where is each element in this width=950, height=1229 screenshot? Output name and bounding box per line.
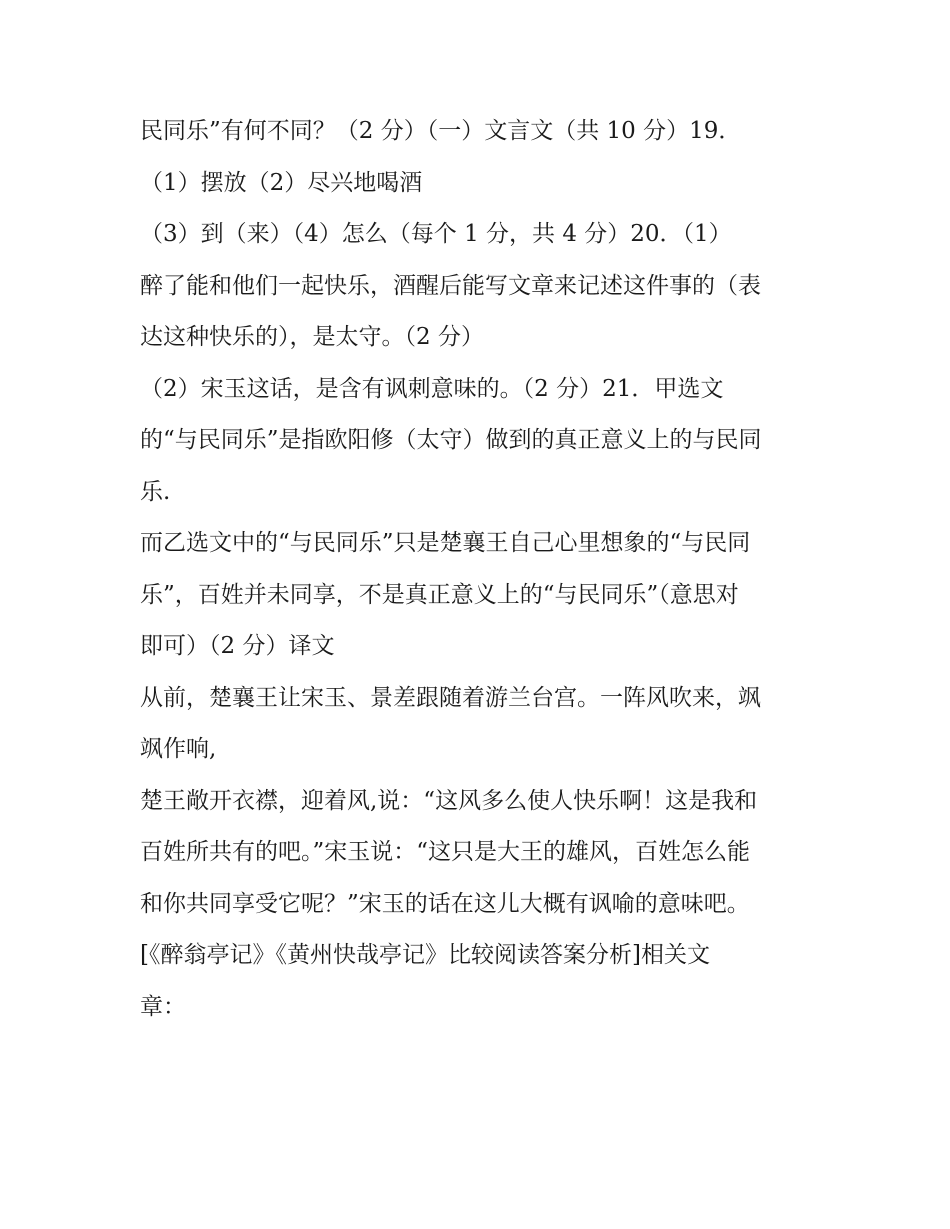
text-line-14: 楚王敞开衣襟，迎着风,说：“这风多么使人快乐啊！这是我和: [140, 787, 758, 814]
text-line-18: 章：: [140, 993, 186, 1020]
text-line-1: 民同乐”有何不同？（2 分）（一）文言文（共 10 分）19．: [140, 118, 742, 144]
text-line-13: 飒作响,: [140, 736, 217, 762]
text-line-4: 醉了能和他们一起快乐，酒醒后能写文章来记述这件事的（表: [140, 272, 761, 299]
document-body: [140, 106, 820, 1033]
text-line-3: （3）到（来）（4）怎么（每个 1 分，共 4 分）20．（1）: [140, 221, 732, 247]
text-line-17: [《醉翁亭记》《黄州快哉亭记》比较阅读答案分析]相关文: [140, 942, 710, 968]
text-line-7: 的“与民同乐”是指欧阳修（太守）做到的真正意义上的与民同: [140, 427, 762, 453]
text-line-12: 从前，楚襄王让宋玉、景差跟随着游兰台宫。一阵风吹来，飒: [140, 684, 761, 711]
text-line-6: （2）宋玉这话，是含有讽刺意味的。（2 分）21．甲选文: [140, 375, 724, 402]
text-line-10: 乐”，百姓并未同享，不是真正意义上的“与民同乐”（意思对: [140, 581, 739, 608]
text-line-15: 百姓所共有的吧。”宋玉说：“这只是大王的雄风，百姓怎么能: [140, 839, 751, 865]
text-line-8: 乐.: [140, 478, 171, 505]
text-line-11: 即可）（2 分）译文: [140, 633, 335, 659]
text-line-2: （1）摆放（2）尽兴地喝酒: [140, 169, 423, 196]
text-line-5: 达这种快乐的），是太守。（2 分）: [140, 324, 484, 350]
text-line-9: 而乙选文中的“与民同乐”只是楚襄王自己心里想象的“与民同: [140, 530, 751, 556]
text-line-16: 和你共同享受它呢？”宋玉的话在这儿大概有讽喻的意味吧。: [140, 890, 750, 917]
